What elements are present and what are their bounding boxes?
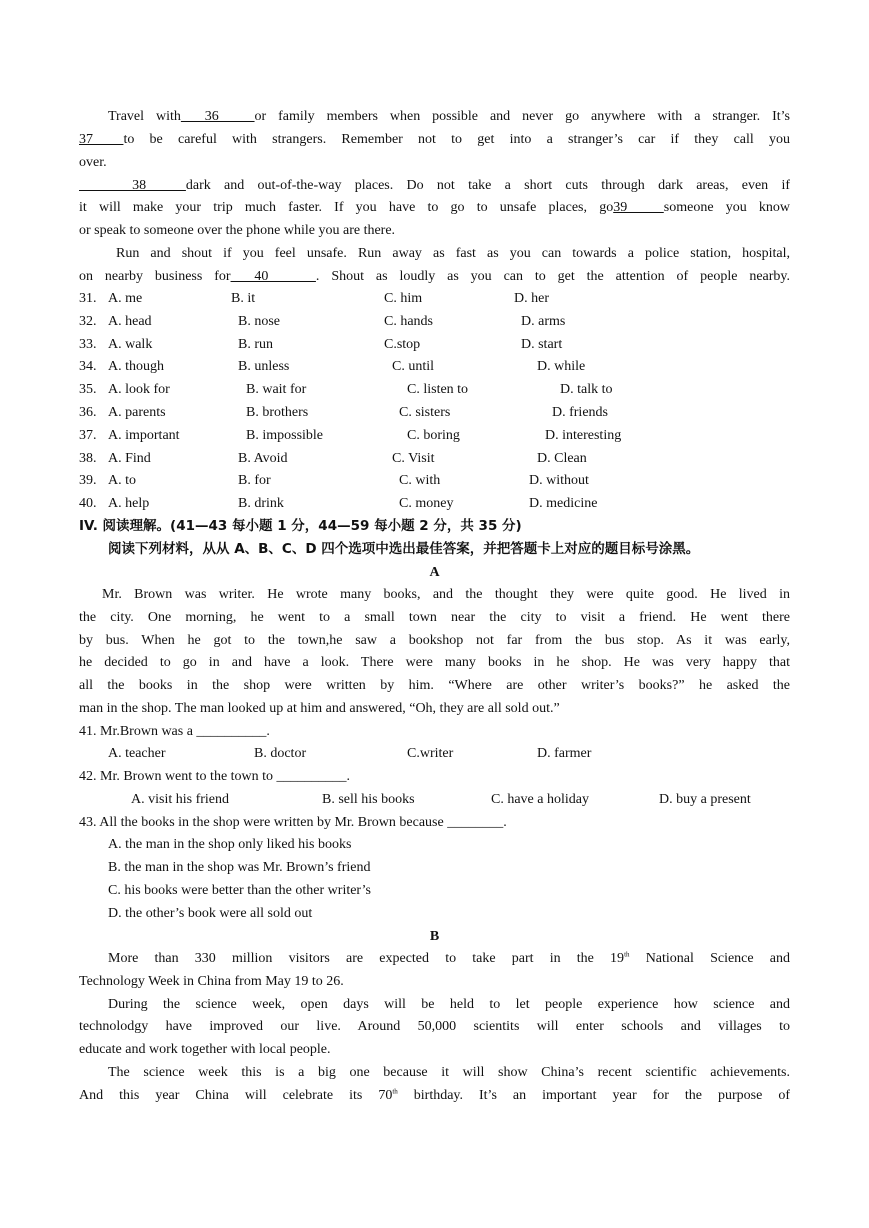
passage-a-line: Mr. Brown was writer. He wrote many books, and the thought they were quite good. He lived in [102,587,790,602]
question-number: 31. [79,291,97,306]
option-d[interactable]: D. buy a present [659,792,751,807]
option-a[interactable]: A. important [108,427,180,443]
option-c[interactable]: C. him [384,291,423,306]
option-c[interactable]: C. boring [407,427,460,443]
option-b[interactable]: B. doctor [254,746,307,761]
section-instruction: 阅读下列材料，从从 A、B、C、D 四个选项中选出最佳答案，并把答题卡上对应的题目标号涂黑。 [108,541,700,557]
question-42-options [79,788,790,811]
cloze-p2-line3: or speak to someone over the phone while you are there. [79,223,396,238]
cloze-question-row [79,469,790,492]
cloze-question-row [79,333,790,356]
cloze-p2-line1: 38 dark and out-of-the-way places. Do not take a short cuts through dark areas, even if [79,178,790,193]
cloze-p1-line1: Travel with 36 or family members when possible and never go anywhere with a stranger. It’s [108,109,790,124]
option-a[interactable]: A. parents [108,405,166,420]
option-b[interactable]: B. Avoid [238,450,288,466]
option-a[interactable]: A. teacher [108,746,166,761]
option-d[interactable]: D. interesting [545,427,622,443]
question-41-options [79,742,790,765]
passage-b-line: More than 330 million visitors are expected to take part in the 19th National Science and [108,950,790,966]
question-41: 41. Mr.Brown was a __________. [79,724,270,739]
option-b[interactable]: B. drink [238,496,284,512]
option-b[interactable]: B. run [238,336,273,352]
option-c[interactable]: C. sisters [399,405,451,420]
option-d[interactable]: D. without [529,473,589,489]
option-b[interactable]: B. wait for [246,382,307,398]
passage-a-line: man in the shop. The man looked up at him and answered, “Oh, they are all sold out.” [79,701,560,716]
passage-a-label: A [429,565,440,580]
option-a[interactable]: A. look for [108,382,170,398]
question-number: 33. [79,336,97,352]
option-c[interactable]: C.stop [384,336,421,352]
option-b[interactable]: B. it [231,291,256,306]
option-d[interactable]: D. her [514,291,549,306]
cloze-question-row [79,310,790,333]
section-heading: IV. 阅读理解。(41—43 每小题 1 分，44—59 每小题 2 分，共 35 分) [79,518,522,534]
question-number: 35. [79,382,97,398]
cloze-question-row [79,424,790,447]
passage-b-line: During the science week, open days will be held to let people experience how science and [108,997,790,1012]
option-d[interactable]: D. medicine [529,496,598,512]
cloze-question-row [79,287,790,310]
passage-b-line: Technology Week in China from May 19 to 26. [79,974,344,989]
cloze-p3-line2: on nearby business for 40 . Shout as loudly as you can to get the attention of people nearby. [79,269,790,284]
option-c[interactable]: C. have a holiday [491,792,589,807]
passage-a-line: he decided to go in and have a look. There were many books in he shop. He was very happy that [79,655,790,670]
option-d[interactable]: D. Clean [537,450,587,466]
passage-b-line: The science week this is a big one because it will show China’s recent scientific achievements. [108,1065,790,1080]
question-number: 39. [79,473,97,489]
passage-b-line: technolodgy have improved our live. Around 50,000 scientits will enter schools and villages to [79,1019,790,1034]
option-a[interactable]: A. the man in the shop only liked his books [108,837,352,852]
blank-40: 40 [230,269,316,284]
cloze-p1-line3: over. [79,155,107,170]
passage-b-label: B [429,929,440,944]
option-b[interactable]: B. brothers [246,405,309,420]
cloze-question-row [79,492,790,515]
option-a[interactable]: A. help [108,496,150,512]
option-b[interactable]: B. the man in the shop was Mr. Brown’s friend [108,860,371,875]
cloze-question-row [79,401,790,424]
option-c[interactable]: C. until [392,359,435,375]
passage-a-line: by bus. When he got to the town,he saw a bookshop not far from the bus stop. As it was early, [79,633,790,648]
cloze-p3-line1: Run and shout if you feel unsafe. Run away as fast as you can towards a police station, hospital, [116,246,790,261]
question-number: 38. [79,450,97,466]
option-c[interactable]: C. hands [384,313,433,329]
option-d[interactable]: D. talk to [560,382,613,398]
blank-37: 37 [79,132,124,147]
passage-a-line: all the books in the shop were written by him. “Where are other writer’s books?” he asked the [79,678,790,693]
option-a[interactable]: A. to [108,473,136,489]
option-b[interactable]: B. unless [238,359,290,375]
option-c[interactable]: C.writer [407,746,454,761]
option-b[interactable]: B. nose [238,313,280,329]
cloze-p1-line2: 37 to be careful with strangers. Remember not to get into a stranger’s car if they call you [79,132,790,147]
passage-b-line: educate and work together with local people. [79,1042,331,1057]
option-d[interactable]: D. start [521,336,563,352]
cloze-question-row [79,447,790,470]
option-b[interactable]: B. sell his books [322,792,415,807]
option-d[interactable]: D. arms [521,313,566,329]
option-b[interactable]: B. impossible [246,427,324,443]
option-a[interactable]: A. visit his friend [131,792,229,807]
cloze-question-row [79,355,790,378]
option-a[interactable]: A. me [108,291,143,306]
question-number: 36. [79,405,97,420]
passage-a-line: the city. One morning, he went to a small town near the city to visit a friend. He went there [79,610,790,625]
cloze-p2-line2: it will make your trip much faster. If you have to go to unsafe places, go39 someone you know [79,200,790,215]
passage-b-line: And this year China will celebrate its 70th birthday. It’s an important year for the purpose of [79,1087,790,1103]
blank-38: 38 [79,178,186,193]
question-number: 34. [79,359,97,375]
question-number: 37. [79,427,97,443]
option-a[interactable]: A. walk [108,336,153,352]
option-d[interactable]: D. friends [552,405,608,420]
question-43: 43. All the books in the shop were written by Mr. Brown because ________. [79,815,507,830]
blank-36: 36 [180,109,255,124]
question-number: 32. [79,313,97,329]
option-d[interactable]: D. while [537,359,586,375]
option-b[interactable]: B. for [238,473,271,489]
option-d[interactable]: D. the other’s book were all sold out [108,906,313,921]
option-d[interactable]: D. farmer [537,746,592,761]
option-a[interactable]: A. head [108,313,152,329]
option-c[interactable]: C. Visit [392,450,435,466]
option-c[interactable]: C. with [399,473,441,489]
option-c[interactable]: C. money [399,496,454,512]
question-42: 42. Mr. Brown went to the town to __________. [79,769,351,784]
option-c[interactable]: C. his books were better than the other writer’s [108,883,371,898]
option-a[interactable]: A. Find [108,450,151,466]
blank-39: 39 [613,200,664,215]
option-a[interactable]: A. though [108,359,164,375]
question-number: 40. [79,496,97,512]
cloze-question-row [79,378,790,401]
option-c[interactable]: C. listen to [407,382,469,398]
